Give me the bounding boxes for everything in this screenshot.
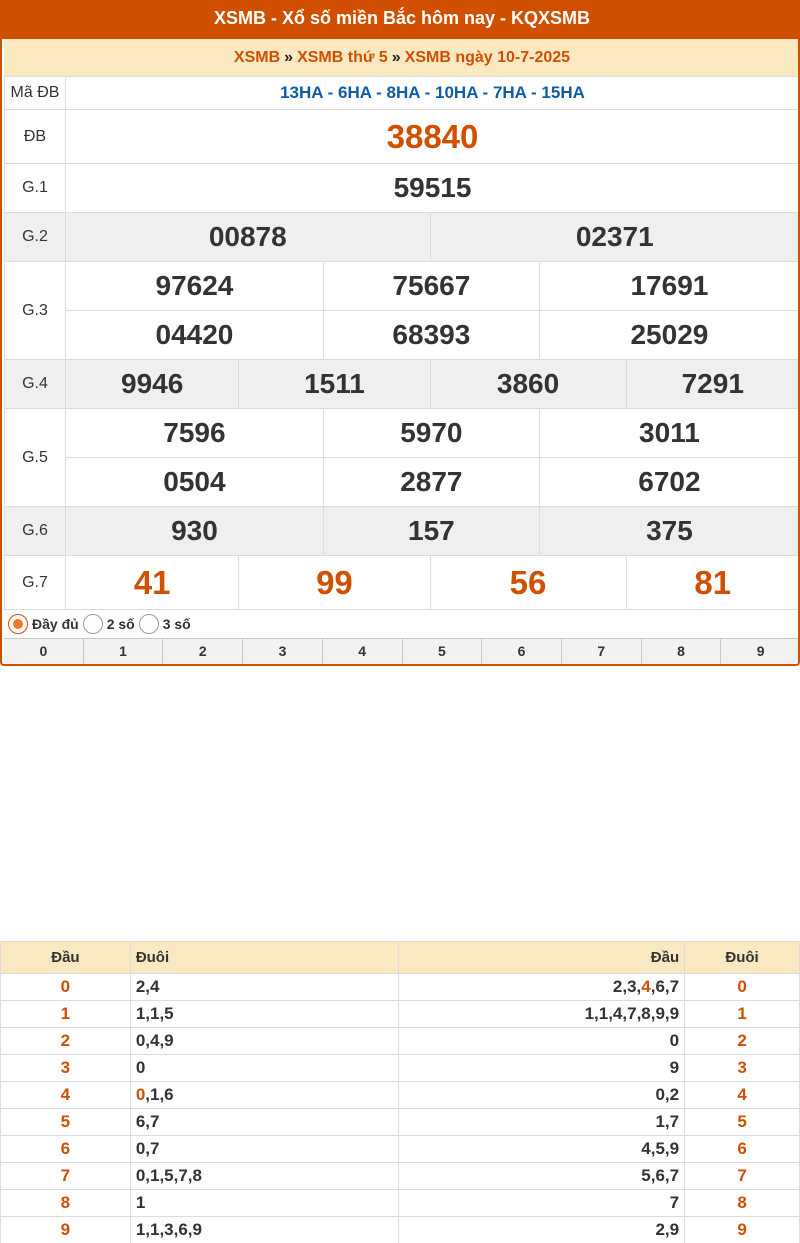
option-label: Đầy đủ xyxy=(32,616,79,632)
loto-head-digit: 9 xyxy=(1,1217,131,1243)
loto-tails xyxy=(130,1217,399,1243)
loto-tail-digit: 6 xyxy=(685,1136,800,1163)
digit-filter-6[interactable]: 6 xyxy=(482,639,562,664)
loto-tails xyxy=(130,1055,399,1082)
loto-tail-digit: 3 xyxy=(685,1055,800,1082)
loto-head-highlight: 4 xyxy=(641,977,651,996)
loto-head-values: 7 xyxy=(669,1193,680,1212)
loto-heads xyxy=(399,1109,685,1136)
loto-head-values: 1,7 xyxy=(655,1112,680,1131)
prize-number: 5970 xyxy=(323,409,539,458)
loto-head-values: 2,3, xyxy=(612,977,642,996)
loto-head-digit: 2 xyxy=(1,1028,131,1055)
loto-heads xyxy=(399,1055,685,1082)
prize-number: 0504 xyxy=(66,458,324,507)
loto-head-values: 2,9 xyxy=(655,1220,680,1239)
prize-number: 41 xyxy=(66,556,239,610)
prize-number: 56 xyxy=(430,556,626,610)
loto-row xyxy=(1,1055,800,1082)
digit-filter-8[interactable]: 8 xyxy=(642,639,722,664)
loto-tail-values: 1,1,5 xyxy=(135,1004,174,1023)
loto-header-dau: Đầu xyxy=(1,942,131,974)
prize-number: 1511 xyxy=(239,360,430,409)
loto-tail-digit: 4 xyxy=(685,1082,800,1109)
loto-row xyxy=(1,1217,800,1243)
digit-filter-4[interactable]: 4 xyxy=(323,639,403,664)
loto-row xyxy=(1,1190,800,1217)
row-g3 xyxy=(5,262,800,311)
digit-filter-9[interactable]: 9 xyxy=(756,643,765,659)
prize-number: 157 xyxy=(323,507,539,556)
loto-tail-values: 0,4,9 xyxy=(135,1031,174,1050)
breadcrumb xyxy=(4,39,800,76)
prize-number: 9946 xyxy=(66,360,239,409)
loto-row xyxy=(1,1082,800,1109)
loto-tails xyxy=(130,1001,399,1028)
loto-head-values: 1,1,4,7,8,9,9 xyxy=(584,1004,680,1023)
loto-row xyxy=(1,1001,800,1028)
display-options xyxy=(4,610,800,638)
loto-tail-digit: 9 xyxy=(685,1217,800,1243)
loto-tails xyxy=(130,1082,399,1109)
loto-row xyxy=(1,1109,800,1136)
prize-label: G.1 xyxy=(5,164,66,213)
digit-filter-7[interactable]: 7 xyxy=(562,639,642,664)
prize-label: G.7 xyxy=(5,556,66,610)
prize-number: 2877 xyxy=(323,458,539,507)
prize-label: Mã ĐB xyxy=(5,77,66,110)
loto-head-values: 9 xyxy=(669,1058,680,1077)
prize-number: 99 xyxy=(239,556,430,610)
digit-filter-5[interactable]: 5 xyxy=(403,639,483,664)
row-g1 xyxy=(5,164,800,213)
row-g5 xyxy=(5,409,800,458)
prize-number: 81 xyxy=(626,556,799,610)
loto-head-digit: 8 xyxy=(1,1190,131,1217)
loto-tails xyxy=(130,1109,399,1136)
loto-head-values: 0,2 xyxy=(655,1085,680,1104)
loto-heads xyxy=(399,1001,685,1028)
digit-filter-3[interactable]: 3 xyxy=(243,639,323,664)
prize-number: 59515 xyxy=(66,164,800,213)
loto-head-values: 5,6,7 xyxy=(641,1166,680,1185)
loto-header-duoi: Đuôi xyxy=(130,942,399,974)
loto-head-values: 4,5,9 xyxy=(641,1139,680,1158)
prize-number: 375 xyxy=(539,507,799,556)
loto-tail-values: 0,7 xyxy=(135,1139,160,1158)
prize-number: 3011 xyxy=(539,409,799,458)
prize-label: G.6 xyxy=(5,507,66,556)
loto-tails xyxy=(130,974,399,1001)
loto-body xyxy=(1,974,800,1243)
prize-number: 930 xyxy=(66,507,324,556)
prize-number: 3860 xyxy=(430,360,626,409)
loto-heads xyxy=(399,1028,685,1055)
loto-tail-digit: 5 xyxy=(685,1109,800,1136)
loto-head-digit: 3 xyxy=(1,1055,131,1082)
option-2-digits[interactable] xyxy=(83,614,135,634)
loto-heads xyxy=(399,1217,685,1243)
option-label: 3 số xyxy=(162,616,191,632)
option-full[interactable] xyxy=(8,614,79,634)
special-codes: 13HA - 6HA - 8HA - 10HA - 7HA - 15HA xyxy=(66,77,800,110)
loto-tail-values: 0 xyxy=(135,1058,146,1077)
digit-filter xyxy=(4,638,800,664)
loto-tail-values: 6,7 xyxy=(135,1112,160,1131)
row-g5-2 xyxy=(5,458,800,507)
loto-head-digit: 7 xyxy=(1,1163,131,1190)
loto-head-digit: 6 xyxy=(1,1136,131,1163)
loto-head-values: ,6,7 xyxy=(650,977,680,996)
row-g4 xyxy=(5,360,800,409)
prize-number: 75667 xyxy=(323,262,539,311)
loto-tail-values: ,1,6 xyxy=(145,1085,174,1104)
option-label: 2 số xyxy=(106,616,135,632)
loto-heads xyxy=(399,1190,685,1217)
loto-head-digit: 1 xyxy=(1,1001,131,1028)
loto-head-digit: 4 xyxy=(1,1082,131,1109)
loto-tails xyxy=(130,1163,399,1190)
loto-tails xyxy=(130,1136,399,1163)
loto-tail-digit: 1 xyxy=(685,1001,800,1028)
loto-tail-values: 0,1,5,7,8 xyxy=(135,1166,202,1185)
results-table xyxy=(4,76,800,610)
loto-tail-values: 1 xyxy=(135,1193,146,1212)
prize-number: 68393 xyxy=(323,311,539,360)
row-g6 xyxy=(5,507,800,556)
option-3-digits[interactable] xyxy=(139,614,191,634)
loto-heads xyxy=(399,1082,685,1109)
loto-tail-values: 2,4 xyxy=(135,977,160,996)
breadcrumb-separator: » xyxy=(391,49,401,66)
loto-head-digit: 0 xyxy=(1,974,131,1001)
loto-row xyxy=(1,1136,800,1163)
radio-icon[interactable] xyxy=(139,614,159,634)
prize-number: 7596 xyxy=(66,409,324,458)
prize-number: 7291 xyxy=(626,360,799,409)
digit-filter-0[interactable]: 0 xyxy=(4,639,84,664)
breadcrumb-separator: » xyxy=(284,49,294,66)
loto-tail-values: 1,1,3,6,9 xyxy=(135,1220,202,1239)
prize-label: G.4 xyxy=(5,360,66,409)
loto-table xyxy=(0,941,800,1243)
loto-tails xyxy=(130,1028,399,1055)
prize-number: 00878 xyxy=(66,213,431,262)
loto-tail-digit: 2 xyxy=(685,1028,800,1055)
prize-number: 04420 xyxy=(66,311,324,360)
loto-header-duoi-rev: Đuôi xyxy=(685,942,800,974)
digit-filter-2[interactable]: 2 xyxy=(163,639,243,664)
prize-number: 02371 xyxy=(430,213,799,262)
prize-label: G.5 xyxy=(5,409,66,507)
loto-row xyxy=(1,1163,800,1190)
loto-header-row xyxy=(1,942,800,974)
radio-icon[interactable] xyxy=(83,614,103,634)
radio-selected-icon[interactable] xyxy=(8,614,28,634)
loto-row xyxy=(1,974,800,1001)
row-g7 xyxy=(5,556,800,610)
prize-number: 17691 xyxy=(539,262,799,311)
row-g2 xyxy=(5,213,800,262)
breadcrumb-xsmb[interactable]: XSMB xyxy=(233,49,281,66)
special-prize-number: 38840 xyxy=(66,110,800,164)
loto-tail-digit: 7 xyxy=(685,1163,800,1190)
loto-head-digit: 5 xyxy=(1,1109,131,1136)
row-db xyxy=(5,110,800,164)
prize-number: 6702 xyxy=(539,458,799,507)
page-title: XSMB - Xổ số miền Bắc hôm nay - KQXSMB xyxy=(2,0,800,39)
prize-label: ĐB xyxy=(5,110,66,164)
loto-heads xyxy=(399,974,685,1001)
row-ma-db xyxy=(5,77,800,110)
row-g3-2 xyxy=(5,311,800,360)
breadcrumb-xsmb-thu5[interactable]: XSMB thứ 5 xyxy=(297,49,388,66)
prize-label: G.3 xyxy=(5,262,66,360)
digit-filter-1[interactable]: 1 xyxy=(84,639,164,664)
prize-number: 97624 xyxy=(66,262,324,311)
loto-heads xyxy=(399,1163,685,1190)
loto-heads xyxy=(399,1136,685,1163)
loto-header-dau-rev: Đầu xyxy=(399,942,685,974)
prize-label: G.2 xyxy=(5,213,66,262)
loto-tails xyxy=(130,1190,399,1217)
loto-tail-highlight: 0 xyxy=(135,1085,146,1104)
loto-tail-digit: 0 xyxy=(685,974,800,1001)
loto-head-values: 0 xyxy=(669,1031,680,1050)
prize-number: 25029 xyxy=(539,311,799,360)
breadcrumb-xsmb-date[interactable]: XSMB ngày 10-7-2025 xyxy=(404,49,571,66)
loto-row xyxy=(1,1028,800,1055)
loto-tail-digit: 8 xyxy=(685,1190,800,1217)
